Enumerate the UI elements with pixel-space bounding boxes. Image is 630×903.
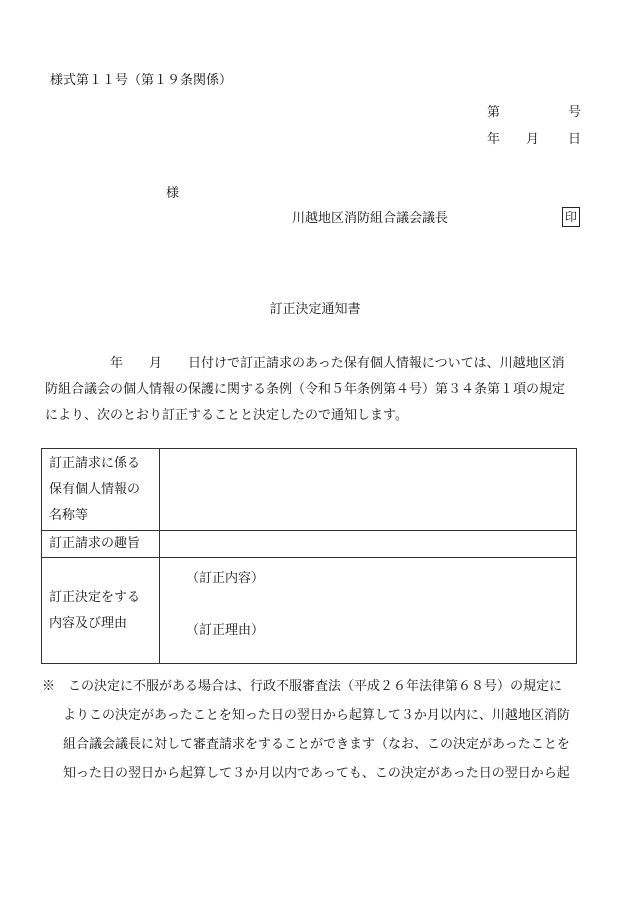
- table-label-cell: [42, 449, 160, 531]
- label-line: 内容及び理由: [49, 615, 128, 631]
- label-line: 保有個人情報の: [49, 481, 141, 497]
- body-paragraph: [45, 351, 585, 429]
- table-label-cell: [42, 531, 160, 558]
- seal-stamp-box: 印: [562, 207, 580, 227]
- label-line: 名称等: [49, 507, 89, 523]
- date-month-label: 月: [526, 132, 540, 147]
- document-number-suffix: 号: [568, 105, 582, 120]
- decision-details-table: [41, 448, 577, 664]
- body-line: 防組合議会の個人情報の保護に関する条例（令和５年条例第４号）第３４条第１項の規定: [45, 382, 566, 397]
- table-row: [42, 558, 577, 664]
- addressee-honorific: 様: [166, 186, 180, 201]
- notice-line: 組合議会議長に対して審査請求をすることができます（なお、この決定があったことを: [63, 737, 570, 752]
- label-line: 訂正決定をする: [49, 589, 141, 605]
- date-year-label: 年: [487, 132, 501, 147]
- table-label-cell: [42, 558, 160, 664]
- table-row: [42, 449, 577, 531]
- label-line: 訂正請求に係る: [49, 455, 141, 471]
- table-row: [42, 531, 577, 558]
- body-line: により、次のとおり訂正することと決定したので通知します。: [45, 408, 408, 423]
- notice-line: よりこの決定があったことを知った日の翌日から起算して３か月以内に、川越地区消防: [63, 708, 570, 723]
- correction-content-label: （訂正内容）: [186, 571, 265, 586]
- request-purpose-field[interactable]: [160, 531, 577, 558]
- document-number-prefix: 第: [487, 105, 501, 120]
- appeal-notice: [42, 672, 587, 788]
- correction-reason-label: （訂正理由）: [186, 623, 265, 638]
- label-line: 訂正請求の趣旨: [49, 536, 141, 551]
- decision-content-field[interactable]: [160, 558, 577, 664]
- notice-line: ※ この決定に不服がある場合は、行政不服審査法（平成２６年法律第６８号）の規定に: [42, 679, 563, 694]
- notice-line: 知った日の翌日から起算して３か月以内であっても、この決定があった日の翌日から起: [63, 766, 570, 781]
- date-day-label: 日: [568, 132, 582, 147]
- document-title: 訂正決定通知書: [269, 302, 361, 317]
- issuer-name: 川越地区消防組合議会議長: [292, 211, 449, 226]
- body-line: 年 月 日付けで訂正請求のあった保有個人情報については、川越地区消: [45, 356, 565, 371]
- form-number: 様式第１１号（第１９条関係）: [50, 73, 233, 88]
- personal-info-name-field[interactable]: [160, 449, 577, 531]
